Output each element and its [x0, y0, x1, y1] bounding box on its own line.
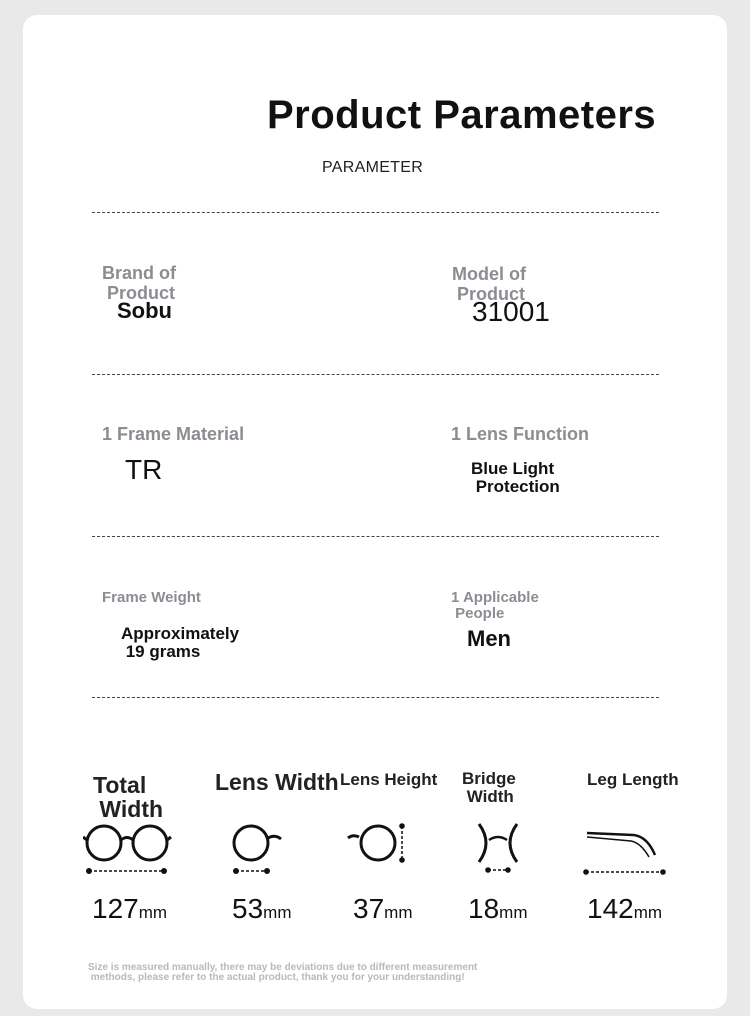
lens-function-label: 1 Lens Function [451, 424, 590, 444]
lens-width-value: 53mm [232, 893, 292, 924]
divider [92, 536, 659, 537]
total-width-label: Total Width [93, 772, 164, 822]
glasses-front-icon [83, 820, 175, 878]
brand-label: Brand of Product [102, 263, 176, 303]
page-title: Product Parameters [267, 93, 657, 137]
applicable-people-value: Men [467, 626, 511, 651]
lens-height-label: Lens Height [340, 770, 438, 789]
leg-length-label: Leg Length [587, 770, 679, 789]
unit-label: mm [384, 903, 413, 922]
divider [92, 212, 659, 213]
model-label: Model of Product [452, 264, 526, 304]
applicable-people-label: 1 Applicable People [451, 589, 539, 622]
brand-value: Sobu [117, 298, 172, 323]
model-value: 31001 [472, 296, 550, 327]
bridge-width-label: Bridge Width [462, 769, 516, 806]
bridge-icon [475, 820, 521, 876]
unit-label: mm [263, 903, 292, 922]
lens-height-icon [345, 820, 407, 868]
frame-weight-label: Frame Weight [102, 589, 201, 606]
temple-arm-icon [583, 827, 669, 877]
measurement-footnote: Size is measured manually, there may be deviations due to different measurement methods, please refer to the actual product, thank you for your understanding! [88, 962, 478, 983]
unit-label: mm [499, 903, 528, 922]
lens-height-value: 37mm [353, 893, 413, 924]
leg-length-value: 142mm [587, 893, 663, 924]
bridge-width-value: 18mm [468, 893, 528, 924]
divider [92, 374, 659, 375]
product-parameters-card [23, 15, 727, 1009]
frame-material-label: 1 Frame Material [102, 424, 245, 444]
total-width-value: 127mm [92, 893, 168, 924]
frame-weight-value: Approximately 19 grams [121, 624, 240, 661]
divider [92, 697, 659, 698]
frame-material-value: TR [125, 454, 163, 485]
page-subtitle: PARAMETER [322, 159, 424, 176]
lens-function-value: Blue Light Protection [471, 459, 560, 496]
lens-width-label: Lens Width [215, 769, 339, 795]
unit-label: mm [633, 903, 663, 922]
lens-width-icon [229, 820, 285, 878]
unit-label: mm [138, 903, 168, 922]
